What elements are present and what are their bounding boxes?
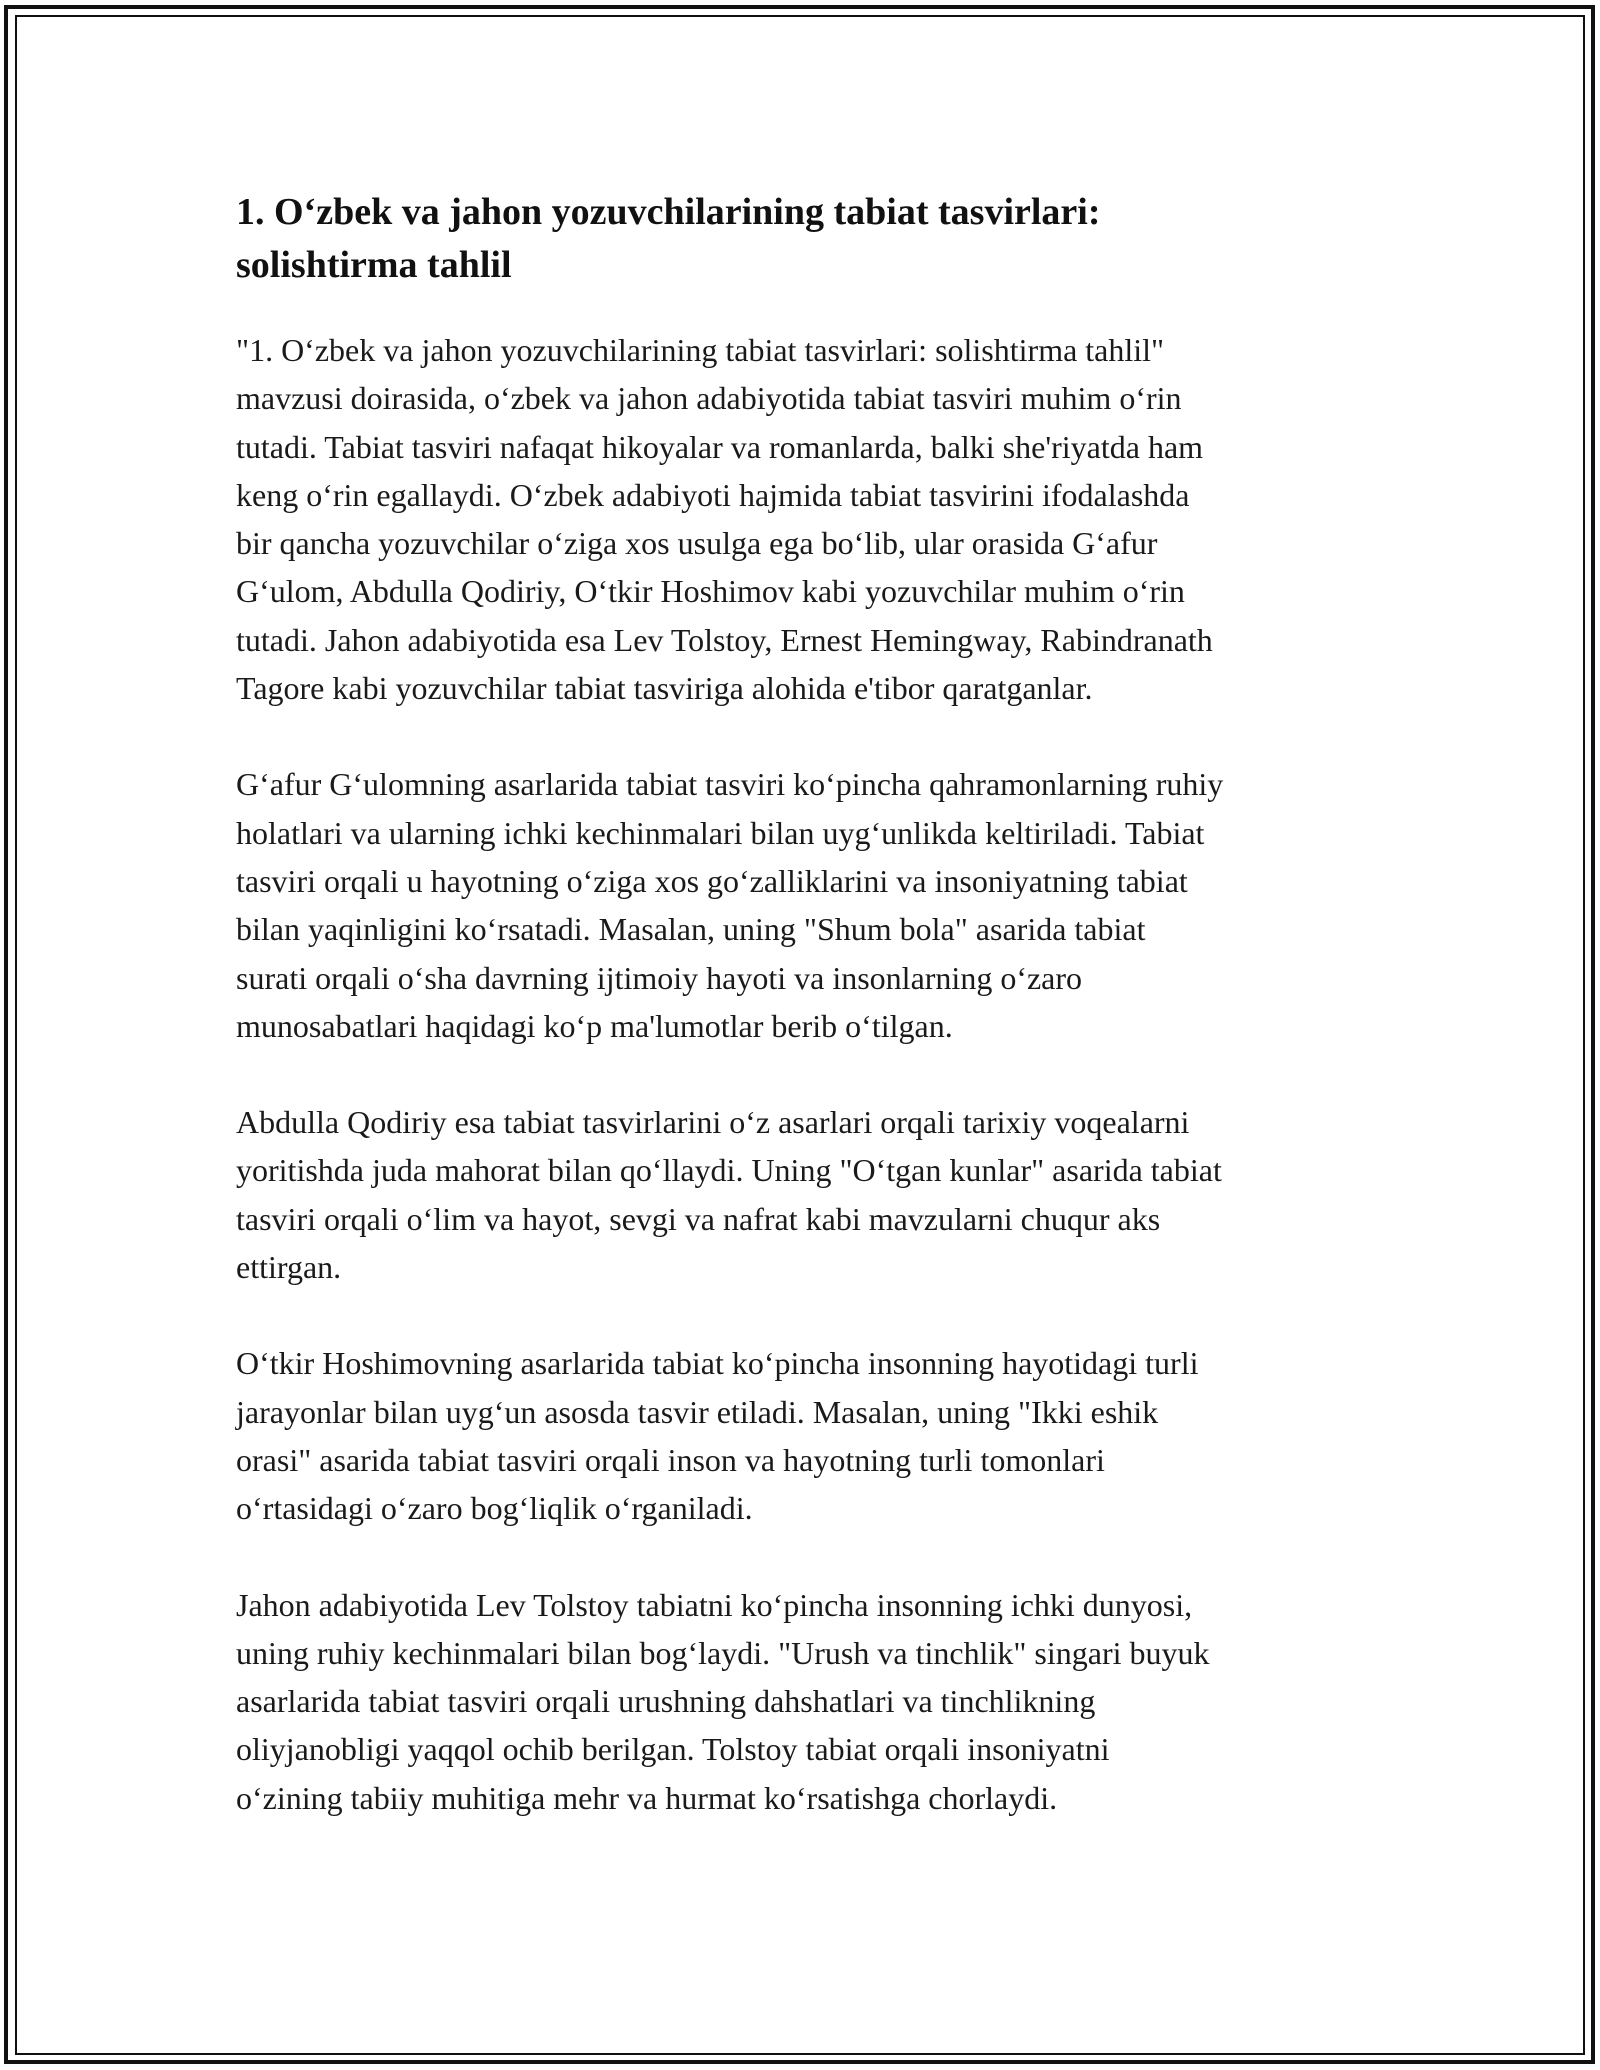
paragraph-lev-tolstoy: Jahon adabiyotida Lev Tolstoy tabiatni ko‘pincha insonning ichki dunyosi, uning ruhiy kechinmalari bilan bog‘laydi. "Urush va tinchlik" singari buyuk asarlarida tabiat tasviri orqali urushning dahshatlari va tinchlikning oliyjanobligi yaqqol ochib berilgan. Tolstoy tabiat orqali insoniyatni o‘zining tabiiy muhitiga mehr va hurmat ko‘rsatishga chorlaydi. xyxy=(236,1586,1210,1816)
paragraph-otkir-hoshimov: O‘tkir Hoshimovning asarlarida tabiat ko‘pincha insonning hayotidagi turli jarayonlar bilan uyg‘un asosda tasvir etiladi. Masalan, uning "Ikki eshik orasi" asarida tabiat tasviri orqali inson va hayotning turli tomonlari o‘rtasidagi o‘zaro bog‘liqlik o‘rganiladi. xyxy=(236,1345,1199,1527)
paragraph-intro: "1. O‘zbek va jahon yozuvchilarining tabiat tasvirlari: solishtirma tahlil" mavzusi doirasida, o‘zbek va jahon adabiyotida tabiat tasviri muhim o‘rin tutadi. Tabiat tasviri nafaqat hikoyalar va romanlarda, balki she'riyatda ham keng o‘rin egallaydi. O‘zbek adabiyoti hajmida tabiat tasvirini ifodalashda bir qancha yozuvchilar o‘ziga xos usulga ega bo‘lib, ular orasida G‘afur G‘ulom, Abdulla Qodiriy, O‘tkir Hoshimov kabi yozuvchilar muhim o‘rin tutadi. Jahon adabiyotida esa Lev Tolstoy, Ernest Hemingway, Rabindranath Tagore kabi yozuvchilar tabiat tasviriga alohida e'tibor qaratganlar. xyxy=(236,332,1213,707)
paragraph-gafur-gulom: G‘afur G‘ulomning asarlarida tabiat tasviri ko‘pincha qahramonlarning ruhiy holatlari va ularning ichki kechinmalari bilan uyg‘unlikda keltiriladi. Tabiat tasviri orqali u hayotning o‘ziga xos go‘zalliklarini va insoniyatning tabiat bilan yaqinligini ko‘rsatadi. Masalan, uning "Shum bola" asarida tabiat surati orqali o‘sha davrning ijtimoiy hayoti va insonlarning o‘zaro munosabatlari haqidagi ko‘p ma'lumotlar berib o‘tilgan. xyxy=(236,766,1224,1044)
page-title: 1. O‘zbek va jahon yozuvchilarining tabiat tasvirlari: solishtirma tahlil xyxy=(236,191,1101,286)
document-body xyxy=(236,186,1386,1870)
paragraph-abdulla-qodiriy: Abdulla Qodiriy esa tabiat tasvirlarini o‘z asarlari orqali tarixiy voqealarni yoritishda juda mahorat bilan qo‘llaydi. Uning "O‘tgan kunlar" asarida tabiat tasviri orqali o‘lim va hayot, sevgi va nafrat kabi mavzularni chuqur aks ettirgan. xyxy=(236,1104,1222,1286)
